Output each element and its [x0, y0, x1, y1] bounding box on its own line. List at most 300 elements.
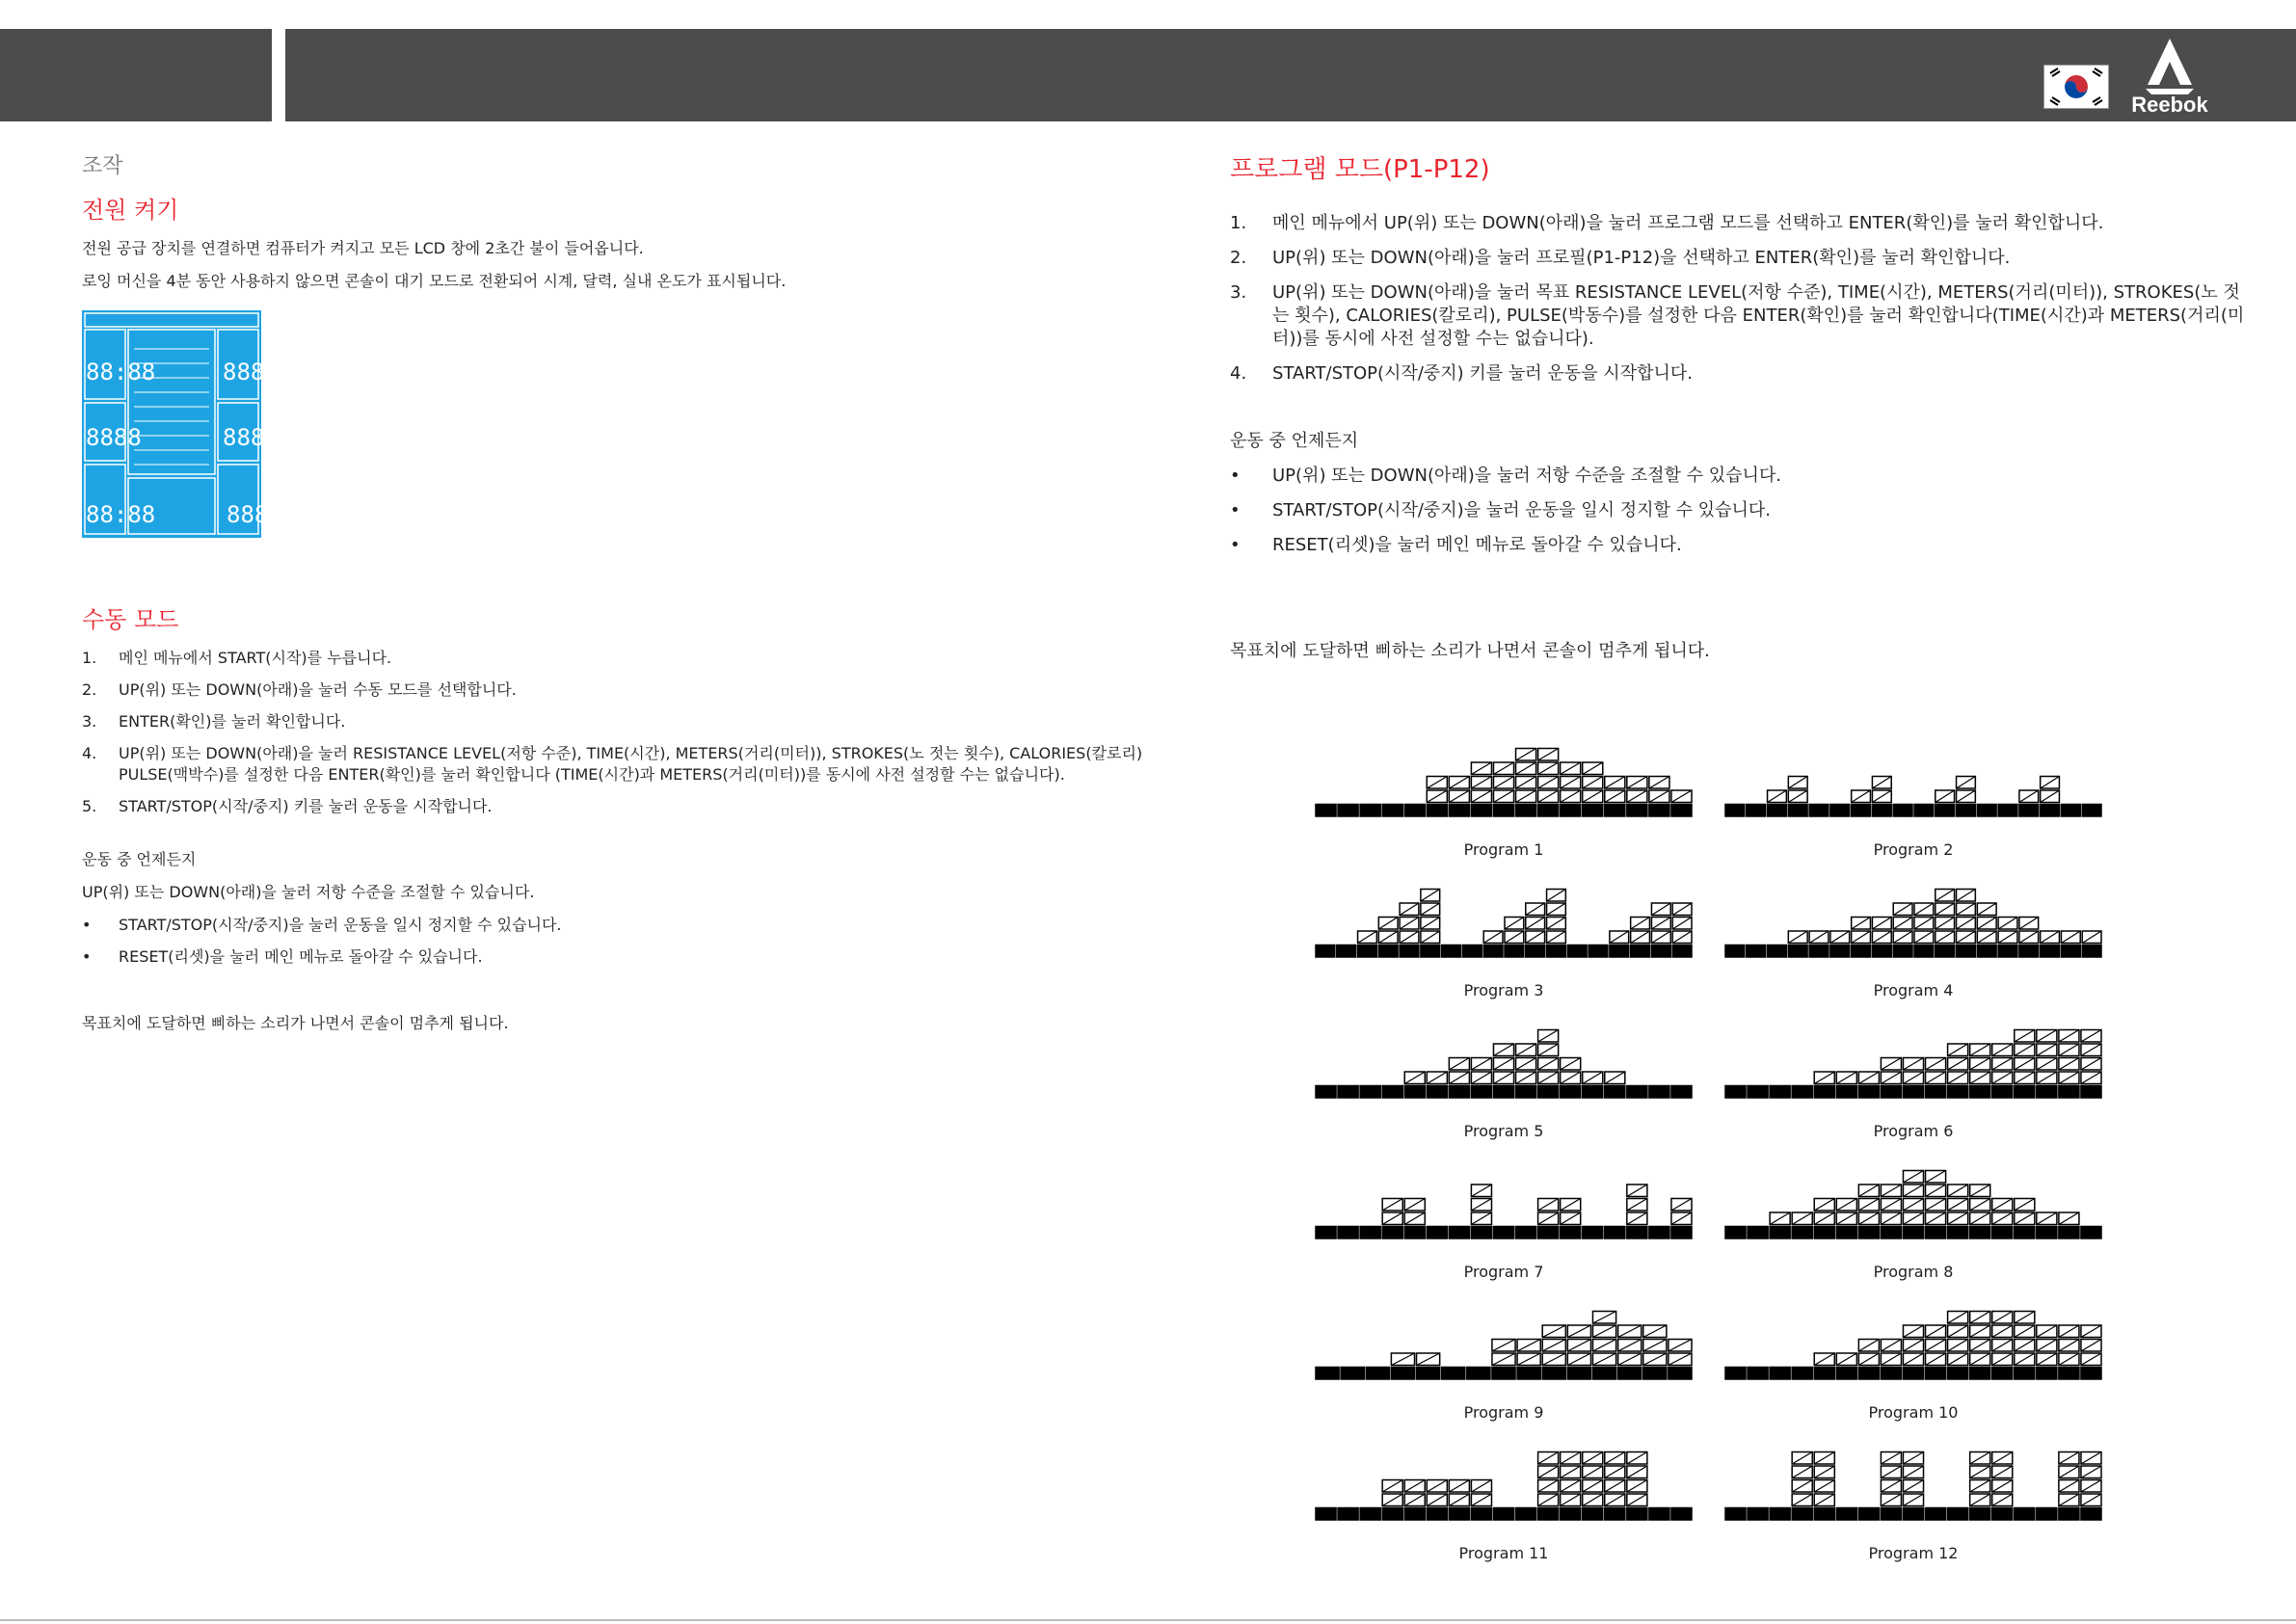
profile-cell [2081, 1227, 2101, 1239]
program-profile-chart [1315, 731, 1693, 837]
profile-cell [1583, 1086, 1603, 1099]
program-step-text: 메인 메뉴에서 UP(위) 또는 DOWN(아래)을 눌러 프로그램 모드를 선택하고 ENTER(확인)를 눌러 확인합니다. [1272, 213, 2104, 233]
profile-cell [1725, 1227, 1746, 1239]
profile-cell [1631, 945, 1650, 958]
profile-cell [2081, 1368, 2101, 1380]
profile-cell [1471, 1508, 1491, 1521]
profile-cell [1809, 945, 1829, 958]
korea-flag-icon [2043, 65, 2109, 109]
profile-cell [1770, 1086, 1790, 1099]
profile-cell [1914, 805, 1934, 817]
program-during-title: 운동 중 언제든지 [1230, 431, 1359, 451]
profile-cell [1547, 945, 1566, 958]
profile-cell [1627, 1508, 1647, 1521]
profile-cell [1561, 1086, 1581, 1099]
profile-cell [1814, 1086, 1834, 1099]
bullet-item-marker: • [1230, 466, 1241, 486]
profile-cell [1338, 1508, 1358, 1521]
profile-cell [1649, 805, 1669, 817]
manual-section [82, 600, 1152, 1034]
profile-cell [1872, 805, 1891, 817]
profile-cell [1792, 1227, 1812, 1239]
profile-cell [1538, 1086, 1559, 1099]
profile-cell [1858, 1227, 1879, 1239]
profile-cell [2019, 805, 2039, 817]
manual-step-marker: 3. [82, 712, 97, 731]
profile-cell [1858, 1086, 1879, 1099]
profile-cell [1977, 805, 1996, 817]
profile-cell [1970, 1368, 1990, 1380]
profile-cell [1358, 945, 1377, 958]
program-step-text: UP(위) 또는 DOWN(아래)을 눌러 프로필(P1-P12)을 선택하고 ENTER(확인)를 눌러 확인합니다. [1272, 248, 2011, 268]
profile-cell [1725, 805, 1745, 817]
profile-cell [1516, 805, 1536, 817]
profile-cell [1567, 1368, 1590, 1380]
profile-cell [1583, 805, 1603, 817]
profile-cell [2059, 1368, 2079, 1380]
profile-cell [1903, 1086, 1923, 1099]
bullet-item [82, 946, 1152, 968]
profile-cell [1748, 1368, 1768, 1380]
manual-step-marker: 5. [82, 797, 97, 815]
profile-cell [1400, 945, 1419, 958]
profile-cell [1382, 1086, 1402, 1099]
bullet-item-text: START/STOP(시작/중지)을 눌러 운동을 일시 정지할 수 있습니다. [1272, 500, 1771, 520]
bullet-item-text: START/STOP(시작/중지)을 눌러 운동을 일시 정지할 수 있습니다. [119, 916, 562, 934]
profile-cell [1516, 1227, 1536, 1239]
program-label: Program 10 [1868, 1403, 1959, 1422]
program-profile [1315, 871, 1693, 999]
profile-cell [1391, 1368, 1414, 1380]
manual-step-text: ENTER(확인)를 눌러 확인합니다. [119, 712, 346, 731]
profile-cell [1926, 1227, 1946, 1239]
profile-cell [1583, 1508, 1603, 1521]
profile-cell [1770, 1368, 1790, 1380]
profile-cell [1671, 1227, 1692, 1239]
section-label: 조작 [82, 154, 123, 178]
profile-cell [1538, 1508, 1559, 1521]
profile-cell [1836, 1086, 1856, 1099]
profile-cell [1316, 1227, 1336, 1239]
profile-cell [1404, 1086, 1425, 1099]
profile-cell [1768, 805, 1787, 817]
program-label: Program 8 [1873, 1263, 1954, 1281]
profile-cell [2015, 1508, 2035, 1521]
profile-cell [1360, 1227, 1380, 1239]
program-profile [1724, 1293, 2102, 1422]
profile-cell [1427, 805, 1447, 817]
profile-cell [1903, 1227, 1923, 1239]
profile-cell [1627, 1086, 1647, 1099]
profile-cell [1671, 1086, 1692, 1099]
profile-cell [1427, 1227, 1447, 1239]
program-profile-chart [1724, 1293, 2102, 1399]
power-paragraph-1: 전원 공급 장치를 연결하면 컴퓨터가 켜지고 모든 LCD 창에 2초간 불이 들어옵니다. [82, 239, 644, 257]
profile-cell [2061, 805, 2080, 817]
profile-cell [2037, 1227, 2057, 1239]
during-title: 운동 중 언제든지 [82, 850, 197, 868]
profile-cell [1914, 945, 1934, 958]
program-step-marker: 4. [1230, 363, 1247, 384]
profile-cell [1957, 805, 1976, 817]
header-bar-right [285, 29, 2296, 121]
profile-cell [1926, 1086, 1946, 1099]
bullet-item-marker: • [1230, 535, 1241, 555]
profile-cell [1792, 1086, 1812, 1099]
profile-cell [2037, 1508, 2057, 1521]
profile-cell [1462, 945, 1482, 958]
profile-cell [1992, 1086, 2013, 1099]
bullet-item [1230, 499, 2252, 522]
header-bar-left [0, 29, 272, 121]
profile-cell [1505, 945, 1524, 958]
profile-cell [2041, 945, 2060, 958]
program-label: Program 4 [1873, 981, 1954, 999]
manual-step-text: UP(위) 또는 DOWN(아래)을 눌러 수동 모드를 선택합니다. [119, 680, 517, 699]
program-step-text: START/STOP(시작/중지) 키를 눌러 운동을 시작합니다. [1272, 363, 1693, 384]
profile-cell [1627, 1227, 1647, 1239]
profile-cell [1768, 945, 1787, 958]
program-step [1230, 247, 2252, 270]
profile-cell [1770, 1227, 1790, 1239]
profile-cell [1992, 1368, 2013, 1380]
profile-cell [1948, 1368, 1968, 1380]
profile-cell [1672, 945, 1692, 958]
profile-cell [1970, 1086, 1990, 1099]
program-step [1230, 212, 2252, 235]
profile-cell [1992, 1508, 2013, 1521]
profile-cell [1852, 945, 1871, 958]
profile-cell [1316, 805, 1336, 817]
profile-cell [1926, 1368, 1946, 1380]
profile-cell [2015, 1368, 2035, 1380]
program-profile-chart [1315, 1153, 1693, 1259]
profile-cell [1893, 945, 1912, 958]
profile-cell [1881, 1368, 1901, 1380]
program-profile-chart [1724, 731, 2102, 837]
profile-cell [1605, 805, 1625, 817]
during-line: UP(위) 또는 DOWN(아래)을 눌러 저항 수준을 조절할 수 있습니다. [82, 883, 535, 901]
bullet-item-marker: • [1230, 500, 1241, 520]
profile-cell [1605, 1508, 1625, 1521]
bullet-item-text: RESET(리셋)을 눌러 메인 메뉴로 돌아갈 수 있습니다. [119, 947, 483, 966]
profile-cell [1770, 1508, 1790, 1521]
profile-cell [1747, 945, 1766, 958]
profile-cell [1483, 945, 1503, 958]
profile-cell [2041, 805, 2060, 817]
manual-step-text: UP(위) 또는 DOWN(아래)을 눌러 RESISTANCE LEVEL(저항 수준), TIME(시간), METERS(거리(미터)), STROKES(노 젓는 횟수), CALORIES(칼로리) PULSE(맥박수)를 설정한 다음 ENTER(확인)를 눌러 확인합니다 (TIME(시간)과 METERS(거리(미터))를 동시에 사전 설정할 수는 없습니다). [119, 744, 1143, 784]
profile-cell [1936, 945, 1955, 958]
program-profile [1315, 731, 1693, 859]
program-label: Program 5 [1463, 1122, 1544, 1140]
profile-cell [1998, 805, 2017, 817]
svg-text:88:88: 88:88 [86, 359, 156, 386]
program-profile [1724, 1434, 2102, 1562]
profile-cell [1493, 1227, 1513, 1239]
profile-cell [1516, 1508, 1536, 1521]
profile-cell [1893, 805, 1912, 817]
profile-cell [1316, 1368, 1339, 1380]
profile-cell [1671, 805, 1692, 817]
profile-cell [1948, 1086, 1968, 1099]
program-during-bullets [1230, 465, 2252, 557]
profile-cell [1792, 1368, 1812, 1380]
profile-cell [1493, 1508, 1513, 1521]
profile-cell [1836, 1227, 1856, 1239]
program-profile [1315, 1012, 1693, 1140]
profile-cell [1567, 945, 1587, 958]
program-target-note: 목표치에 도달하면 삐하는 소리가 나면서 콘솔이 멈추게 됩니다. [1230, 641, 1710, 661]
profile-cell [1605, 1227, 1625, 1239]
profile-cell [1583, 1227, 1603, 1239]
profile-cell [1471, 805, 1491, 817]
profile-cell [1627, 805, 1647, 817]
profile-cell [1366, 1368, 1389, 1380]
profile-cell [1903, 1368, 1923, 1380]
profile-cell [1338, 805, 1358, 817]
program-label: Program 11 [1458, 1544, 1549, 1562]
profile-cell [1382, 1508, 1402, 1521]
profile-cell [1561, 1227, 1581, 1239]
profile-cell [1592, 1368, 1615, 1380]
manual-step [82, 711, 1152, 732]
profile-cell [1341, 1368, 1364, 1380]
profile-cell [1360, 805, 1380, 817]
profile-cell [1427, 1508, 1447, 1521]
profile-cell [1449, 1508, 1469, 1521]
brand-name: Reebok [2131, 93, 2208, 117]
program-profile [1315, 1293, 1693, 1422]
program-step-text: UP(위) 또는 DOWN(아래)을 눌러 목표 RESISTANCE LEVEL(저항 수준), TIME(시간), METERS(거리(미터)), STROKES(노 젓는 횟수), CALORIES(칼로리), PULSE(박동수)를 설정한 다음 ENTER(확인)를 눌러 확인합니다(TIME(시간)과 METERS(거리(미터))를 동시에 사전 설정할 수는 없습니다). [1272, 282, 2245, 349]
manual-step [82, 679, 1152, 701]
profile-cell [1421, 945, 1440, 958]
profile-cell [2082, 805, 2101, 817]
profile-cell [1998, 945, 2017, 958]
bullet-item-marker: • [82, 916, 92, 934]
profile-cell [1872, 945, 1891, 958]
profile-cell [2037, 1086, 2057, 1099]
profile-cell [1649, 1508, 1669, 1521]
program-title: 프로그램 모드(P1-P12) [1230, 155, 1490, 184]
profile-cell [1316, 1086, 1336, 1099]
profile-cell [1338, 1227, 1358, 1239]
profile-cell [1936, 805, 1955, 817]
profile-cell [1725, 1368, 1746, 1380]
profile-cell [1404, 805, 1425, 817]
profile-cell [2019, 945, 2039, 958]
program-profile [1724, 1012, 2102, 1140]
program-step [1230, 362, 2252, 386]
profile-cell [1809, 805, 1829, 817]
manual-step-text: 메인 메뉴에서 START(시작)를 누릅니다. [119, 649, 392, 667]
profile-cell [1649, 1227, 1669, 1239]
profile-cell [1725, 1508, 1746, 1521]
profile-cell [1538, 805, 1559, 817]
manual-step-marker: 1. [82, 649, 97, 667]
bullet-item [1230, 465, 2252, 488]
bullet-item-marker: • [82, 947, 92, 966]
profile-cell [1589, 945, 1608, 958]
profile-cell [1948, 1227, 1968, 1239]
profile-cell [1957, 945, 1976, 958]
program-step [1230, 281, 2252, 351]
program-label: Program 9 [1463, 1403, 1544, 1422]
profile-cell [1669, 1368, 1692, 1380]
program-label: Program 12 [1868, 1544, 1959, 1562]
profile-cell [1881, 1227, 1901, 1239]
profile-cell [1526, 945, 1545, 958]
program-label: Program 3 [1463, 981, 1544, 999]
profile-cell [1442, 945, 1461, 958]
profile-cell [1337, 945, 1356, 958]
program-step-marker: 1. [1230, 213, 1247, 233]
program-profile [1724, 1153, 2102, 1281]
profile-cell [1814, 1508, 1834, 1521]
profile-cell [1404, 1227, 1425, 1239]
profile-cell [1449, 805, 1469, 817]
program-profile-chart [1724, 1434, 2102, 1540]
profile-cell [1748, 1086, 1768, 1099]
profile-cell [1830, 805, 1850, 817]
program-label: Program 7 [1463, 1263, 1544, 1281]
program-profile [1724, 731, 2102, 859]
program-label: Program 6 [1873, 1122, 1954, 1140]
program-label: Program 2 [1873, 840, 1954, 859]
manual-title: 수동 모드 [82, 606, 179, 633]
program-profile-chart [1315, 871, 1693, 977]
svg-text:8888: 8888 [223, 359, 279, 386]
profile-cell [1970, 1508, 1990, 1521]
footer-line [0, 1619, 2296, 1621]
profile-cell [1427, 1086, 1447, 1099]
profile-cell [1788, 945, 1807, 958]
manual-step-marker: 2. [82, 680, 97, 699]
profile-cell [1881, 1508, 1901, 1521]
profile-cell [1748, 1508, 1768, 1521]
svg-text:8888: 8888 [223, 424, 279, 451]
profile-cell [2081, 1086, 2101, 1099]
manual-step-text: START/STOP(시작/중지) 키를 눌러 운동을 시작합니다. [119, 797, 493, 815]
profile-cell [1561, 805, 1581, 817]
left-column [82, 149, 1142, 292]
profile-cell [2015, 1086, 2035, 1099]
profile-cell [1858, 1368, 1879, 1380]
profile-cell [1788, 805, 1807, 817]
profile-cell [1467, 1368, 1490, 1380]
program-profile [1724, 871, 2102, 999]
profile-cell [1538, 1227, 1559, 1239]
svg-text:88:88: 88:88 [86, 501, 156, 528]
profile-cell [2037, 1368, 2057, 1380]
profile-cell [1926, 1508, 1946, 1521]
power-title: 전원 켜기 [82, 197, 179, 224]
profile-cell [1748, 1227, 1768, 1239]
profile-cell [1858, 1508, 1879, 1521]
bullet-item [82, 915, 1152, 936]
lcd-display-icon [82, 310, 279, 538]
bullet-item-text: RESET(리셋)을 눌러 메인 메뉴로 돌아갈 수 있습니다. [1272, 535, 1682, 555]
profile-cell [2059, 1508, 2079, 1521]
program-profile [1315, 1153, 1693, 1281]
profile-cell [1830, 945, 1850, 958]
program-profile-chart [1724, 871, 2102, 977]
profile-cell [1449, 1227, 1469, 1239]
profile-cell [1417, 1368, 1440, 1380]
profile-cell [1605, 1086, 1625, 1099]
profile-cell [1970, 1227, 1990, 1239]
during-bullets [82, 915, 1152, 968]
profile-cell [1903, 1508, 1923, 1521]
profile-cell [1977, 945, 1996, 958]
profile-cell [1542, 1368, 1565, 1380]
profile-cell [1493, 1086, 1513, 1099]
profile-cell [1449, 1086, 1469, 1099]
target-note: 목표치에 도달하면 삐하는 소리가 나면서 콘솔이 멈추게 됩니다. [82, 1014, 509, 1032]
program-profile-chart [1315, 1434, 1693, 1540]
profile-cell [1471, 1227, 1491, 1239]
profile-cell [1404, 1508, 1425, 1521]
profile-cell [1836, 1508, 1856, 1521]
svg-text:888: 888 [227, 501, 269, 528]
profile-cell [1442, 1368, 1465, 1380]
power-paragraph-2: 로잉 머신을 4분 동안 사용하지 않으면 콘솔이 대기 모드로 전환되어 시계, 달력, 실내 온도가 표시됩니다. [82, 272, 787, 290]
program-profile-chart [1315, 1012, 1693, 1118]
profile-cell [1948, 1508, 1968, 1521]
profile-cell [1493, 805, 1513, 817]
manual-step [82, 743, 1152, 785]
program-profiles [1315, 731, 2115, 1562]
profile-cell [1610, 945, 1629, 958]
profile-cell [2015, 1227, 2035, 1239]
profile-cell [2059, 1086, 2079, 1099]
profile-cell [2081, 1508, 2101, 1521]
profile-cell [1881, 1086, 1901, 1099]
manual-step [82, 796, 1152, 817]
svg-text:8888: 8888 [86, 424, 142, 451]
profile-cell [1643, 1368, 1667, 1380]
program-profile [1315, 1434, 1693, 1562]
profile-cell [1517, 1368, 1540, 1380]
profile-cell [1649, 1086, 1669, 1099]
profile-cell [1316, 945, 1335, 958]
program-step-marker: 2. [1230, 248, 1247, 268]
program-label: Program 1 [1463, 840, 1544, 859]
profile-cell [1814, 1368, 1834, 1380]
program-steps [1230, 212, 2252, 386]
profile-cell [1378, 945, 1398, 958]
profile-cell [2059, 1227, 2079, 1239]
right-column [1230, 149, 2252, 663]
profile-cell [1792, 1508, 1812, 1521]
profile-cell [1338, 1086, 1358, 1099]
profile-cell [1316, 1508, 1336, 1521]
manual-step-marker: 4. [82, 744, 97, 762]
profile-cell [1814, 1227, 1834, 1239]
manual-steps [82, 648, 1152, 817]
profile-cell [1618, 1368, 1642, 1380]
profile-cell [2082, 945, 2101, 958]
program-profile-chart [1724, 1012, 2102, 1118]
manual-step [82, 648, 1152, 669]
profile-cell [1671, 1508, 1692, 1521]
profile-cell [2061, 945, 2080, 958]
profile-cell [1836, 1368, 1856, 1380]
profile-cell [1992, 1227, 2013, 1239]
program-profile-chart [1315, 1293, 1693, 1399]
profile-cell [1382, 805, 1402, 817]
bullet-item [1230, 534, 2252, 557]
profile-cell [1852, 805, 1871, 817]
